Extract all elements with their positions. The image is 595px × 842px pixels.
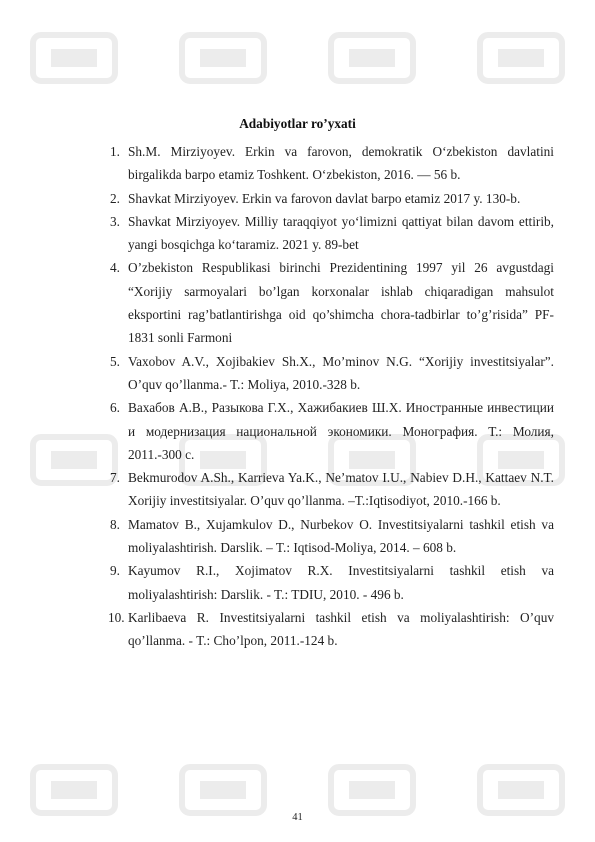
reference-item [110, 187, 554, 210]
watermark-logo-icon [29, 27, 119, 89]
reference-number: 5. [110, 353, 120, 369]
reference-item [110, 210, 554, 257]
reference-item [110, 396, 554, 466]
reference-text: Vaxobov A.V., Xojibakiev Sh.X., Mo’minov N.G. “Xorijiy investitsiyalar”. O’quv qo’llanma.- T.: Moliya, 2010.-328 b. [128, 353, 554, 392]
watermark-logo-icon [29, 429, 119, 491]
reference-number: 6. [110, 400, 120, 416]
reference-item [110, 559, 554, 606]
reference-text: O’zbekiston Respublikasi birinchi Prezidentining 1997 yil 26 avgustdagi “Xorijiy sarmoyalari bo’lgan korxonalar ishlab chiqaradigan mahsulot eksportini rag’batlantirishga oid qo’shimcha chora-tadbirlar to’g’risida” PF-1831 sonli Farmoni [128, 260, 554, 346]
reference-text: Bekmurodov A.Sh., Karrieva Ya.K., Ne’matov I.U., Nabiev D.H., Kattaev N.T. Xorijiy investitsiyalar. O’quv qo’llanma. –T.:Iqtisodiyot, 2010.-166 b. [128, 470, 554, 509]
reference-number: 8. [110, 516, 120, 532]
reference-item [110, 513, 554, 560]
reference-item [110, 140, 554, 187]
reference-number: 9. [110, 563, 120, 579]
reference-item [110, 256, 554, 349]
reference-item [110, 606, 554, 653]
reference-text: Kayumov R.I., Xojimatov R.X. Investitsiyalarni tashkil etish va moliyalashtirish: Darslik. - T.: TDIU, 2010. - 496 b. [128, 563, 554, 602]
reference-text: Shavkat Mirziyoyev. Milliy taraqqiyot yo‘limizni qattiyat bilan davom ettirib, yangi bosqichga ko‘taramiz. 2021 y. 89-bet [128, 213, 554, 253]
watermark-logo-icon [476, 27, 566, 89]
reference-number: 2. [110, 190, 120, 206]
reference-text: Sh.M. Mirziyoyev. Erkin va farovon, demokratik O‘zbekiston davlatini birgalikda barpo etamiz Toshkent. O‘zbekiston, 2016. — 56 b. [128, 144, 554, 183]
reference-text: Вахабов А.В., Разыкова Г.Х., Хажибакиев Ш.Х. Иностранные инвестиции и модернизация национальной экономики. Монография. Т.: Молия, 2011.-300 с. [128, 400, 554, 462]
reference-item [110, 466, 554, 513]
reference-text: Mamatov B., Xujamkulov D., Nurbekov O. Investitsiyalarni tashkil etish va moliyalashtirish. Darslik. – T.: Iqtisod-Moliya, 2014. – 608 b. [128, 516, 554, 556]
reference-number: 3. [110, 213, 120, 229]
watermark-row-top [0, 18, 595, 98]
watermark-logo-icon [178, 27, 268, 89]
reference-text: Karlibaeva R. Investitsiyalarni tashkil etish va moliyalashtirish: O’quv qo’llanma. - T.: Cho’lpon, 2011.-124 b. [128, 609, 554, 649]
page-number: 41 [292, 812, 303, 823]
reference-list [110, 140, 554, 653]
reference-item [110, 350, 554, 397]
reference-number: 4. [110, 260, 120, 276]
reference-number: 10. [108, 609, 125, 625]
reference-text: Shavkat Mirziyoyev. Erkin va farovon davlat barpo etamiz 2017 y. 130-b. [128, 190, 521, 206]
watermark-logo-icon [327, 27, 417, 89]
reference-number: 7. [110, 470, 120, 486]
bibliography-heading: Adabiyotlar ro’yxati [239, 116, 356, 131]
reference-number: 1. [110, 144, 120, 159]
